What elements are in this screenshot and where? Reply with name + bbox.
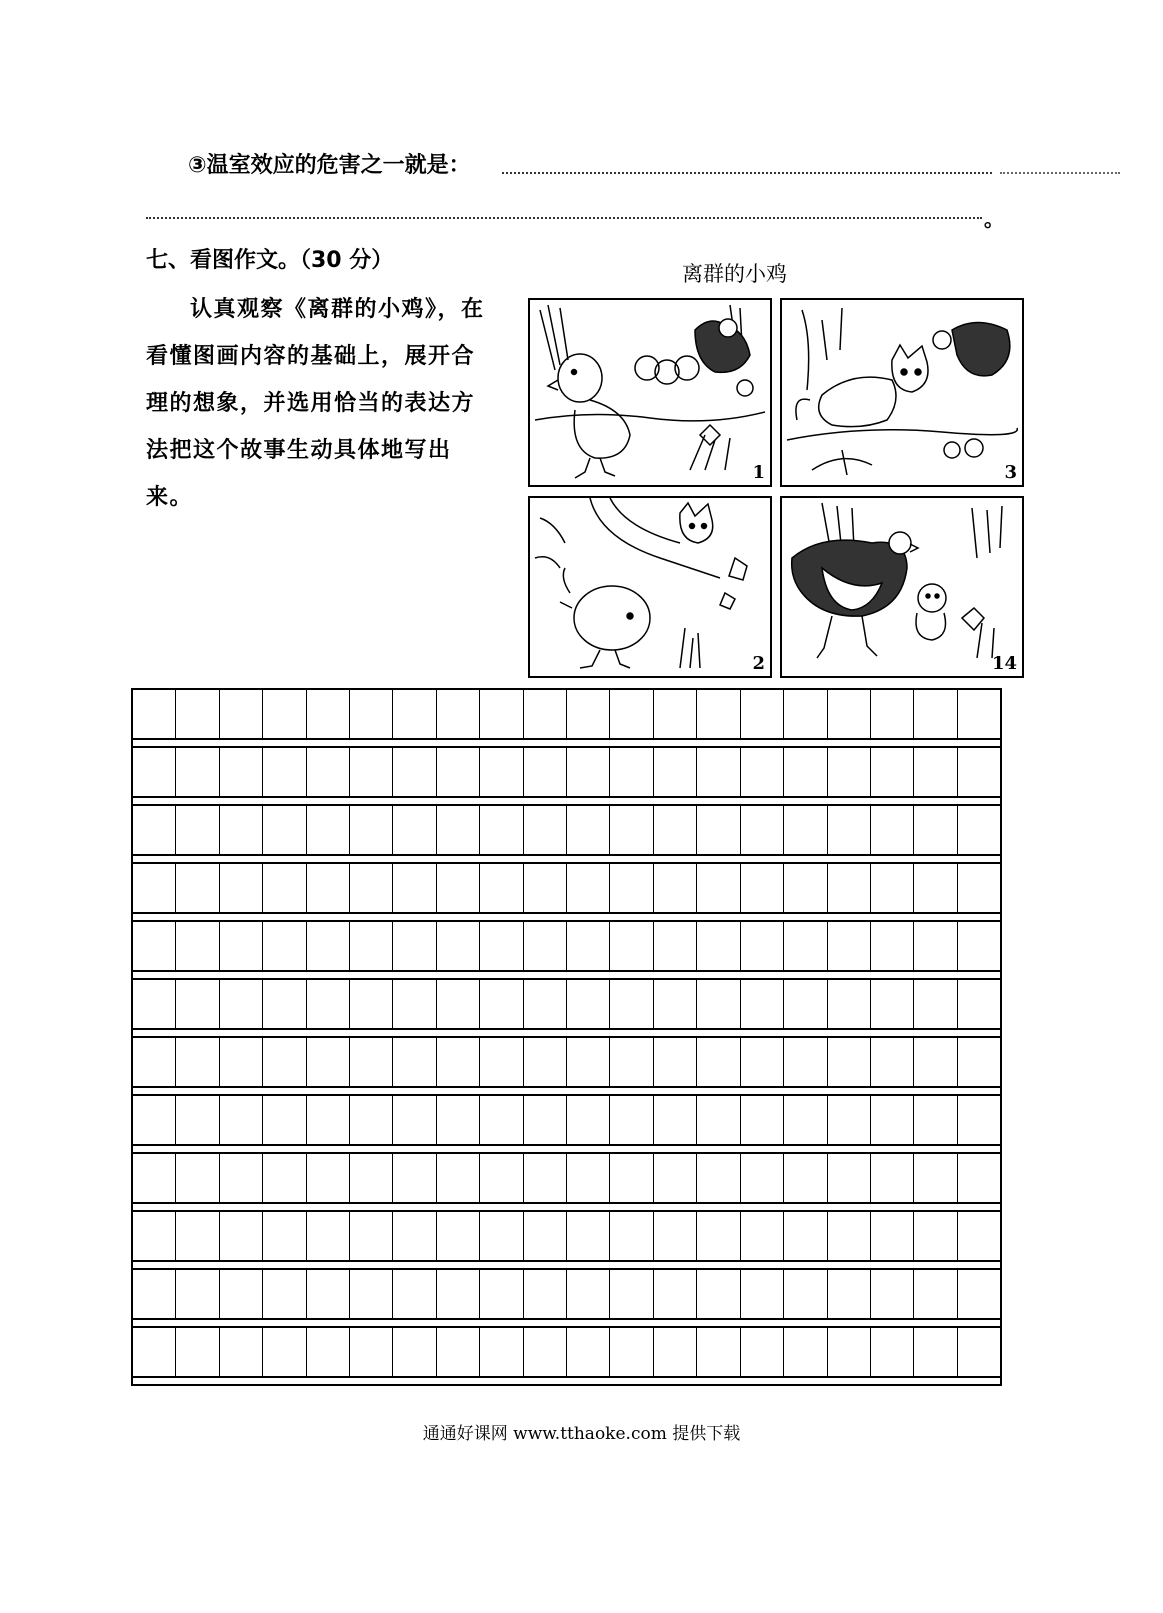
grid-cell[interactable] bbox=[524, 1096, 567, 1144]
grid-cell[interactable] bbox=[524, 690, 567, 738]
grid-cell[interactable] bbox=[567, 980, 610, 1028]
panel-number: 3 bbox=[1004, 462, 1017, 483]
question-3-text: ③温室效应的危害之一就是： bbox=[188, 153, 471, 178]
grid-cell[interactable] bbox=[784, 1270, 827, 1318]
grid-cell[interactable] bbox=[263, 1328, 306, 1376]
grid-cell[interactable] bbox=[741, 690, 784, 738]
grid-cell[interactable] bbox=[697, 1328, 740, 1376]
grid-cell[interactable] bbox=[133, 806, 176, 854]
grid-cell[interactable] bbox=[610, 1328, 653, 1376]
grid-cell[interactable] bbox=[741, 806, 784, 854]
grid-cell[interactable] bbox=[393, 864, 436, 912]
grid-cell[interactable] bbox=[914, 1038, 957, 1086]
grid-cell[interactable] bbox=[654, 1096, 697, 1144]
grid-cell[interactable] bbox=[437, 748, 480, 796]
grid-cell[interactable] bbox=[871, 1328, 914, 1376]
grid-cell[interactable] bbox=[393, 1154, 436, 1202]
grid-cell[interactable] bbox=[871, 1038, 914, 1086]
grid-cell[interactable] bbox=[307, 806, 350, 854]
grid-cell[interactable] bbox=[567, 1038, 610, 1086]
grid-cell[interactable] bbox=[524, 1038, 567, 1086]
grid-cell[interactable] bbox=[828, 980, 871, 1028]
grid-cell[interactable] bbox=[393, 806, 436, 854]
grid-cell[interactable] bbox=[133, 864, 176, 912]
grid-row-cells bbox=[133, 746, 1000, 798]
grid-cell[interactable] bbox=[263, 690, 306, 738]
grid-cell[interactable] bbox=[263, 1270, 306, 1318]
grid-cell[interactable] bbox=[958, 690, 1000, 738]
grid-cell[interactable] bbox=[654, 1154, 697, 1202]
instruction-line-2: 看懂图画内容的基础上，展开合 bbox=[146, 344, 476, 369]
grid-cell[interactable] bbox=[263, 806, 306, 854]
grid-cell[interactable] bbox=[307, 1038, 350, 1086]
instruction-line-1: 认真观察《离群的小鸡》，在 bbox=[190, 297, 485, 322]
grid-cell[interactable] bbox=[133, 748, 176, 796]
grid-cell[interactable] bbox=[610, 922, 653, 970]
grid-cell[interactable] bbox=[307, 1212, 350, 1260]
chick-with-hen-illustration bbox=[530, 300, 770, 485]
grid-row-cells bbox=[133, 1326, 1000, 1378]
grid-cell[interactable] bbox=[480, 980, 523, 1028]
grid-bottom-border bbox=[131, 1384, 1002, 1386]
answer-line-2[interactable] bbox=[146, 217, 982, 219]
grid-cell[interactable] bbox=[524, 1154, 567, 1202]
panel-3 bbox=[780, 298, 1024, 487]
grid-row bbox=[131, 978, 1002, 1036]
grid-cell[interactable] bbox=[437, 1038, 480, 1086]
grid-cell[interactable] bbox=[567, 1328, 610, 1376]
grid-cell[interactable] bbox=[871, 922, 914, 970]
grid-cell[interactable] bbox=[828, 1154, 871, 1202]
grid-cell[interactable] bbox=[524, 1270, 567, 1318]
grid-cell[interactable] bbox=[176, 864, 219, 912]
grid-cell[interactable] bbox=[524, 922, 567, 970]
grid-row bbox=[131, 1036, 1002, 1094]
footer-credit: 通通好课网 www.tthaoke.com 提供下载 bbox=[422, 1424, 741, 1444]
picture-title: 离群的小鸡 bbox=[682, 262, 787, 286]
grid-cell[interactable] bbox=[307, 980, 350, 1028]
instruction-line-4: 法把这个故事生动具体地写出 bbox=[146, 438, 452, 463]
grid-cell[interactable] bbox=[741, 980, 784, 1028]
grid-cell[interactable] bbox=[480, 690, 523, 738]
grid-cell[interactable] bbox=[610, 1270, 653, 1318]
grid-cell[interactable] bbox=[958, 980, 1000, 1028]
grid-cell[interactable] bbox=[784, 806, 827, 854]
grid-cell[interactable] bbox=[741, 748, 784, 796]
grid-cell[interactable] bbox=[437, 1212, 480, 1260]
grid-cell[interactable] bbox=[958, 922, 1000, 970]
grid-cell[interactable] bbox=[480, 1096, 523, 1144]
grid-cell[interactable] bbox=[176, 748, 219, 796]
grid-cell[interactable] bbox=[350, 1270, 393, 1318]
grid-cell[interactable] bbox=[914, 1212, 957, 1260]
grid-cell[interactable] bbox=[958, 748, 1000, 796]
grid-cell[interactable] bbox=[654, 1270, 697, 1318]
grid-cell[interactable] bbox=[307, 748, 350, 796]
grid-cell[interactable] bbox=[697, 1096, 740, 1144]
grid-cell[interactable] bbox=[828, 1270, 871, 1318]
grid-cell[interactable] bbox=[741, 1270, 784, 1318]
grid-cell[interactable] bbox=[654, 864, 697, 912]
grid-cell[interactable] bbox=[610, 980, 653, 1028]
grid-cell[interactable] bbox=[697, 864, 740, 912]
grid-cell[interactable] bbox=[958, 1328, 1000, 1376]
grid-cell[interactable] bbox=[393, 922, 436, 970]
grid-cell[interactable] bbox=[133, 980, 176, 1028]
grid-cell[interactable] bbox=[480, 1154, 523, 1202]
grid-cell[interactable] bbox=[350, 922, 393, 970]
grid-row bbox=[131, 1326, 1002, 1384]
grid-cell[interactable] bbox=[350, 1154, 393, 1202]
grid-cell[interactable] bbox=[133, 1154, 176, 1202]
grid-cell[interactable] bbox=[437, 806, 480, 854]
grid-cell[interactable] bbox=[697, 1038, 740, 1086]
grid-row-cells bbox=[133, 1152, 1000, 1204]
composition-writing-grid[interactable] bbox=[131, 688, 1002, 1386]
grid-cell[interactable] bbox=[697, 1212, 740, 1260]
grid-cell[interactable] bbox=[828, 922, 871, 970]
instruction-line-5: 来。 bbox=[146, 485, 194, 510]
grid-cell[interactable] bbox=[350, 1212, 393, 1260]
grid-cell[interactable] bbox=[220, 1096, 263, 1144]
grid-cell[interactable] bbox=[784, 690, 827, 738]
grid-cell[interactable] bbox=[176, 806, 219, 854]
panel-number: 2 bbox=[752, 653, 765, 674]
grid-cell[interactable] bbox=[610, 1154, 653, 1202]
panel-number: 1 bbox=[752, 462, 765, 483]
grid-cell[interactable] bbox=[220, 1154, 263, 1202]
grid-cell[interactable] bbox=[220, 980, 263, 1028]
grid-cell[interactable] bbox=[350, 806, 393, 854]
grid-cell[interactable] bbox=[350, 980, 393, 1028]
grid-cell[interactable] bbox=[176, 1328, 219, 1376]
grid-cell[interactable] bbox=[133, 922, 176, 970]
grid-cell[interactable] bbox=[828, 690, 871, 738]
grid-row bbox=[131, 804, 1002, 862]
grid-cell[interactable] bbox=[610, 1096, 653, 1144]
panel-2 bbox=[528, 496, 772, 678]
grid-cell[interactable] bbox=[307, 1154, 350, 1202]
grid-cell[interactable] bbox=[914, 1154, 957, 1202]
grid-cell[interactable] bbox=[828, 864, 871, 912]
grid-cell[interactable] bbox=[437, 1270, 480, 1318]
grid-cell[interactable] bbox=[567, 748, 610, 796]
grid-cell[interactable] bbox=[567, 690, 610, 738]
grid-row bbox=[131, 1268, 1002, 1326]
grid-cell[interactable] bbox=[133, 1212, 176, 1260]
grid-row bbox=[131, 688, 1002, 746]
grid-cell[interactable] bbox=[654, 690, 697, 738]
grid-cell[interactable] bbox=[741, 864, 784, 912]
grid-cell[interactable] bbox=[176, 690, 219, 738]
grid-cell[interactable] bbox=[741, 1328, 784, 1376]
grid-cell[interactable] bbox=[220, 1212, 263, 1260]
grid-cell[interactable] bbox=[437, 1154, 480, 1202]
grid-cell[interactable] bbox=[914, 922, 957, 970]
grid-row bbox=[131, 1152, 1002, 1210]
panel-number: 14 bbox=[991, 653, 1017, 674]
grid-cell[interactable] bbox=[958, 864, 1000, 912]
grid-cell[interactable] bbox=[914, 806, 957, 854]
grid-cell[interactable] bbox=[263, 1154, 306, 1202]
grid-cell[interactable] bbox=[697, 748, 740, 796]
grid-cell[interactable] bbox=[524, 1212, 567, 1260]
grid-row-cells bbox=[133, 1036, 1000, 1088]
grid-cell[interactable] bbox=[741, 1212, 784, 1260]
grid-row-cells bbox=[133, 804, 1000, 856]
grid-cell[interactable] bbox=[654, 1212, 697, 1260]
grid-row bbox=[131, 1210, 1002, 1268]
answer-line-1[interactable] bbox=[502, 172, 992, 174]
grid-cell[interactable] bbox=[393, 1038, 436, 1086]
grid-cell[interactable] bbox=[263, 1096, 306, 1144]
grid-cell[interactable] bbox=[567, 1270, 610, 1318]
grid-cell[interactable] bbox=[697, 1270, 740, 1318]
grid-cell[interactable] bbox=[437, 980, 480, 1028]
answer-line-1-extension bbox=[1000, 172, 1120, 174]
grid-cell[interactable] bbox=[610, 1038, 653, 1086]
grid-cell[interactable] bbox=[567, 1154, 610, 1202]
grid-cell[interactable] bbox=[784, 922, 827, 970]
grid-cell[interactable] bbox=[914, 1270, 957, 1318]
grid-row-cells bbox=[133, 688, 1000, 740]
grid-cell[interactable] bbox=[784, 1038, 827, 1086]
section-7-title: 七、看图作文。（30 分） bbox=[146, 248, 394, 273]
grid-cell[interactable] bbox=[784, 980, 827, 1028]
grid-cell[interactable] bbox=[567, 864, 610, 912]
grid-cell[interactable] bbox=[437, 1096, 480, 1144]
grid-cell[interactable] bbox=[307, 1270, 350, 1318]
grid-cell[interactable] bbox=[307, 1096, 350, 1144]
grid-cell[interactable] bbox=[350, 748, 393, 796]
grid-cell[interactable] bbox=[524, 980, 567, 1028]
grid-cell[interactable] bbox=[871, 806, 914, 854]
grid-cell[interactable] bbox=[610, 1212, 653, 1260]
grid-cell[interactable] bbox=[220, 864, 263, 912]
grid-cell[interactable] bbox=[133, 690, 176, 738]
grid-cell[interactable] bbox=[610, 806, 653, 854]
grid-cell[interactable] bbox=[914, 980, 957, 1028]
grid-cell[interactable] bbox=[480, 748, 523, 796]
grid-cell[interactable] bbox=[480, 1212, 523, 1260]
grid-cell[interactable] bbox=[480, 1038, 523, 1086]
grid-cell[interactable] bbox=[871, 1096, 914, 1144]
grid-cell[interactable] bbox=[871, 1154, 914, 1202]
grid-cell[interactable] bbox=[784, 1328, 827, 1376]
grid-cell[interactable] bbox=[220, 1328, 263, 1376]
grid-cell[interactable] bbox=[958, 806, 1000, 854]
grid-cell[interactable] bbox=[958, 1038, 1000, 1086]
grid-cell[interactable] bbox=[828, 748, 871, 796]
grid-cell[interactable] bbox=[871, 980, 914, 1028]
grid-cell[interactable] bbox=[307, 1328, 350, 1376]
grid-cell[interactable] bbox=[828, 1096, 871, 1144]
grid-cell[interactable] bbox=[176, 922, 219, 970]
grid-cell[interactable] bbox=[828, 1212, 871, 1260]
grid-cell[interactable] bbox=[958, 1270, 1000, 1318]
grid-cell[interactable] bbox=[567, 806, 610, 854]
grid-cell[interactable] bbox=[480, 922, 523, 970]
grid-row-cells bbox=[133, 1210, 1000, 1262]
grid-cell[interactable] bbox=[480, 806, 523, 854]
cat-and-chick-illustration bbox=[782, 300, 1022, 485]
grid-cell[interactable] bbox=[654, 748, 697, 796]
grid-cell[interactable] bbox=[914, 1096, 957, 1144]
grid-cell[interactable] bbox=[610, 690, 653, 738]
composition-instructions bbox=[146, 286, 506, 521]
grid-cell[interactable] bbox=[784, 1212, 827, 1260]
grid-cell[interactable] bbox=[220, 1038, 263, 1086]
grid-cell[interactable] bbox=[871, 690, 914, 738]
grid-row-cells bbox=[133, 1268, 1000, 1320]
grid-cell[interactable] bbox=[914, 748, 957, 796]
grid-cell[interactable] bbox=[697, 980, 740, 1028]
grid-cell[interactable] bbox=[307, 864, 350, 912]
grid-cell[interactable] bbox=[741, 922, 784, 970]
grid-cell[interactable] bbox=[524, 806, 567, 854]
grid-cell[interactable] bbox=[350, 1328, 393, 1376]
panel-4 bbox=[780, 496, 1024, 678]
grid-row-cells bbox=[133, 862, 1000, 914]
grid-cell[interactable] bbox=[697, 806, 740, 854]
grid-cell[interactable] bbox=[263, 1038, 306, 1086]
grid-cell[interactable] bbox=[133, 1270, 176, 1318]
grid-cell[interactable] bbox=[524, 748, 567, 796]
grid-cell[interactable] bbox=[958, 1096, 1000, 1144]
grid-cell[interactable] bbox=[437, 922, 480, 970]
grid-cell[interactable] bbox=[307, 922, 350, 970]
grid-cell[interactable] bbox=[393, 1212, 436, 1260]
grid-cell[interactable] bbox=[871, 1270, 914, 1318]
grid-cell[interactable] bbox=[958, 1212, 1000, 1260]
grid-cell[interactable] bbox=[654, 922, 697, 970]
instruction-line-3: 理的想象，并选用恰当的表达方 bbox=[146, 391, 476, 416]
grid-cell[interactable] bbox=[437, 690, 480, 738]
grid-cell[interactable] bbox=[871, 864, 914, 912]
grid-cell[interactable] bbox=[263, 922, 306, 970]
answer-end-mark: 。 bbox=[984, 207, 1004, 231]
grid-cell[interactable] bbox=[350, 864, 393, 912]
grid-cell[interactable] bbox=[437, 1328, 480, 1376]
grid-row-cells bbox=[133, 978, 1000, 1030]
grid-cell[interactable] bbox=[220, 690, 263, 738]
grid-cell[interactable] bbox=[567, 1096, 610, 1144]
chick-and-hiding-cat-illustration bbox=[530, 498, 770, 676]
grid-cell[interactable] bbox=[263, 980, 306, 1028]
grid-cell[interactable] bbox=[741, 1096, 784, 1144]
grid-cell[interactable] bbox=[393, 1096, 436, 1144]
grid-cell[interactable] bbox=[350, 1038, 393, 1086]
grid-cell[interactable] bbox=[741, 1154, 784, 1202]
grid-cell[interactable] bbox=[176, 1212, 219, 1260]
grid-cell[interactable] bbox=[480, 1270, 523, 1318]
grid-cell[interactable] bbox=[654, 1038, 697, 1086]
grid-cell[interactable] bbox=[393, 748, 436, 796]
grid-cell[interactable] bbox=[220, 748, 263, 796]
grid-row bbox=[131, 1094, 1002, 1152]
grid-cell[interactable] bbox=[871, 1212, 914, 1260]
grid-cell[interactable] bbox=[914, 864, 957, 912]
grid-cell[interactable] bbox=[697, 1154, 740, 1202]
grid-cell[interactable] bbox=[784, 1154, 827, 1202]
grid-cell[interactable] bbox=[914, 1328, 957, 1376]
grid-cell[interactable] bbox=[393, 690, 436, 738]
grid-cell[interactable] bbox=[176, 980, 219, 1028]
grid-cell[interactable] bbox=[350, 1096, 393, 1144]
grid-cell[interactable] bbox=[567, 1212, 610, 1260]
grid-cell[interactable] bbox=[176, 1096, 219, 1144]
grid-cell[interactable] bbox=[480, 864, 523, 912]
grid-cell[interactable] bbox=[263, 1212, 306, 1260]
grid-cell[interactable] bbox=[610, 748, 653, 796]
panel-1 bbox=[528, 298, 772, 487]
grid-cell[interactable] bbox=[133, 1038, 176, 1086]
grid-row-cells bbox=[133, 920, 1000, 972]
grid-cell[interactable] bbox=[480, 1328, 523, 1376]
grid-cell[interactable] bbox=[393, 1328, 436, 1376]
grid-cell[interactable] bbox=[307, 690, 350, 738]
grid-cell[interactable] bbox=[914, 690, 957, 738]
hen-protecting-chick-illustration bbox=[782, 498, 1022, 676]
grid-cell[interactable] bbox=[176, 1038, 219, 1086]
grid-cell[interactable] bbox=[350, 690, 393, 738]
grid-cell[interactable] bbox=[697, 922, 740, 970]
grid-cell[interactable] bbox=[220, 922, 263, 970]
grid-cell[interactable] bbox=[263, 864, 306, 912]
grid-cell[interactable] bbox=[133, 1096, 176, 1144]
grid-cell[interactable] bbox=[784, 864, 827, 912]
grid-cell[interactable] bbox=[263, 748, 306, 796]
grid-cell[interactable] bbox=[176, 1154, 219, 1202]
grid-cell[interactable] bbox=[654, 806, 697, 854]
grid-cell[interactable] bbox=[393, 1270, 436, 1318]
grid-cell[interactable] bbox=[697, 690, 740, 738]
grid-cell[interactable] bbox=[828, 806, 871, 854]
grid-cell[interactable] bbox=[741, 1038, 784, 1086]
grid-cell[interactable] bbox=[437, 864, 480, 912]
grid-cell[interactable] bbox=[871, 748, 914, 796]
grid-cell[interactable] bbox=[524, 1328, 567, 1376]
grid-cell[interactable] bbox=[958, 1154, 1000, 1202]
picture-story bbox=[520, 290, 1035, 690]
grid-row-cells bbox=[133, 1094, 1000, 1146]
grid-cell[interactable] bbox=[784, 1096, 827, 1144]
grid-cell[interactable] bbox=[133, 1328, 176, 1376]
grid-cell[interactable] bbox=[828, 1328, 871, 1376]
grid-cell[interactable] bbox=[393, 980, 436, 1028]
grid-cell[interactable] bbox=[176, 1270, 219, 1318]
grid-row bbox=[131, 746, 1002, 804]
grid-row bbox=[131, 920, 1002, 978]
grid-row bbox=[131, 862, 1002, 920]
grid-cell[interactable] bbox=[828, 1038, 871, 1086]
grid-cell[interactable] bbox=[654, 1328, 697, 1376]
grid-cell[interactable] bbox=[784, 748, 827, 796]
grid-cell[interactable] bbox=[524, 864, 567, 912]
grid-cell[interactable] bbox=[654, 980, 697, 1028]
grid-cell[interactable] bbox=[220, 806, 263, 854]
grid-cell[interactable] bbox=[567, 922, 610, 970]
grid-cell[interactable] bbox=[610, 864, 653, 912]
grid-cell[interactable] bbox=[220, 1270, 263, 1318]
